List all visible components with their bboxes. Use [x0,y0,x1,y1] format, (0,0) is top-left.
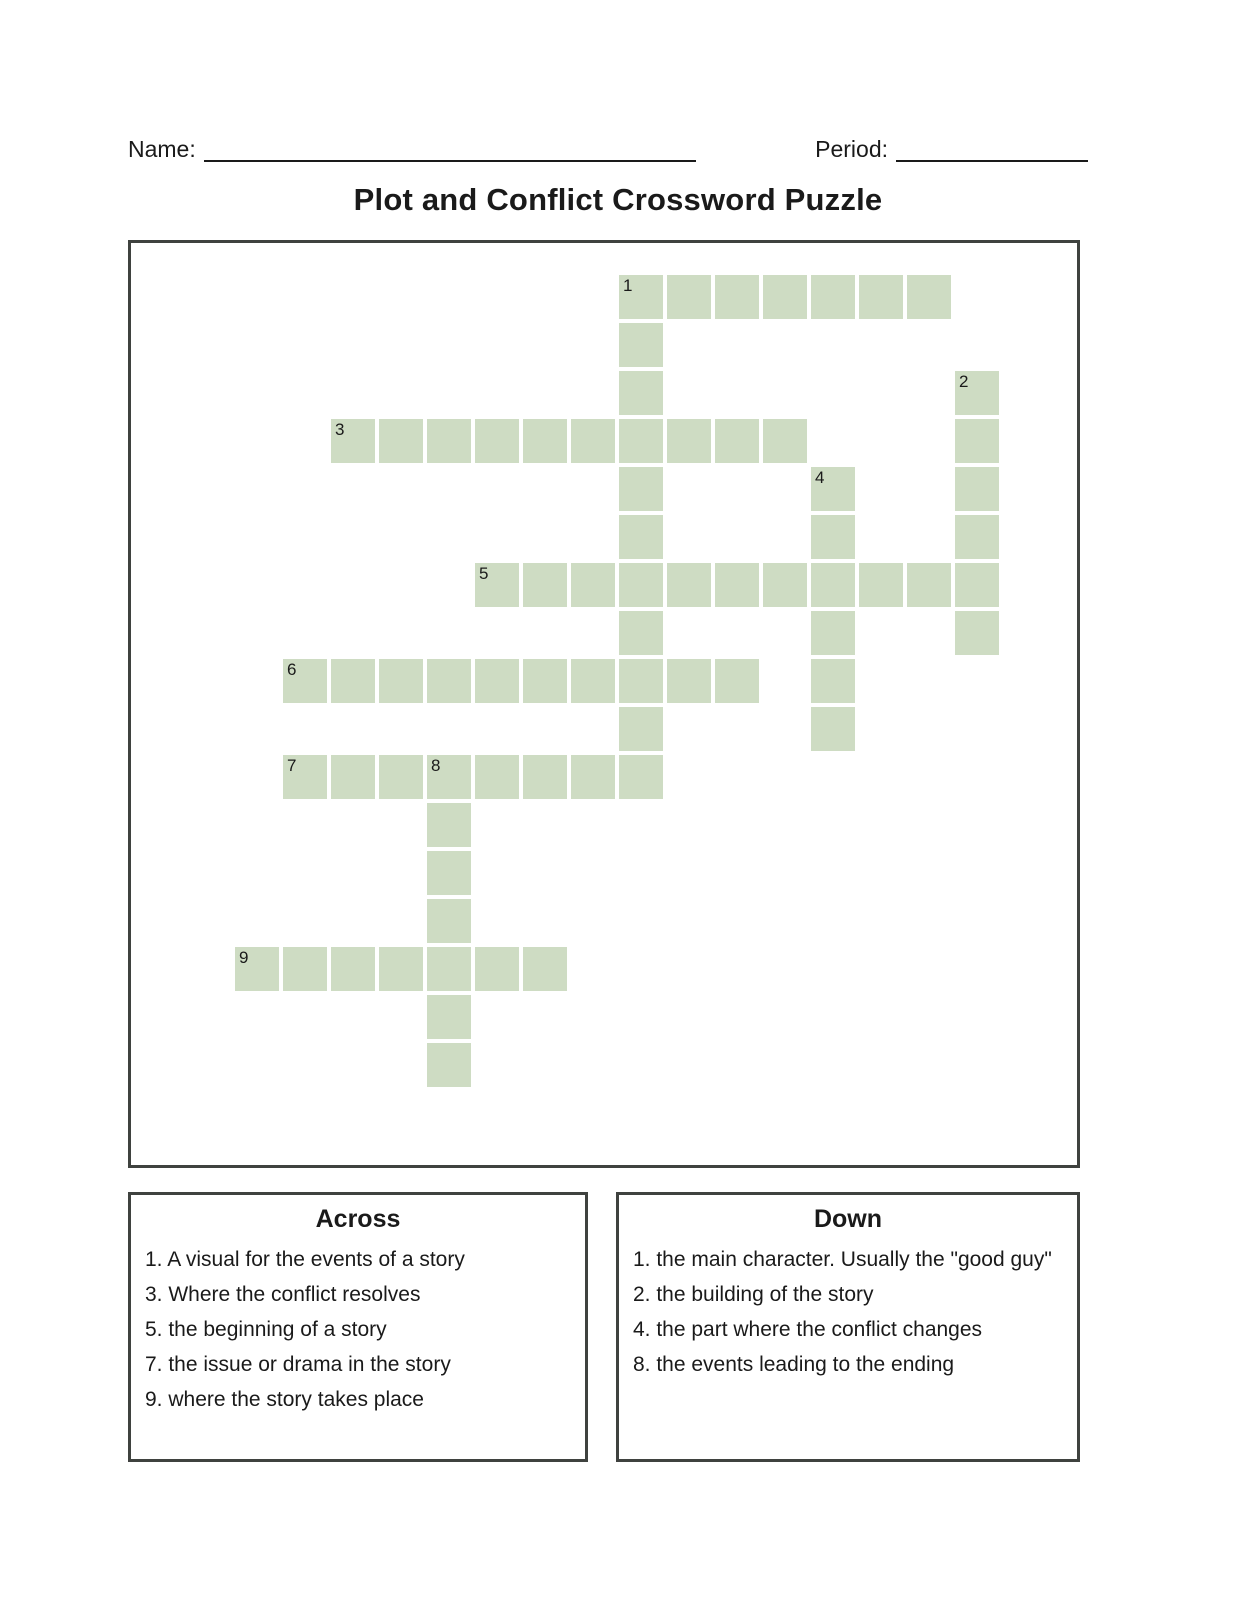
crossword-cell[interactable] [953,465,1001,513]
crossword-cell[interactable] [953,561,1001,609]
crossword-cell[interactable] [425,753,473,801]
crossword-cell[interactable] [569,561,617,609]
down-clue-item: 4. the part where the conflict changes [633,1318,983,1341]
crossword-cell[interactable] [425,801,473,849]
crossword-cell[interactable] [617,705,665,753]
crossword-cell[interactable] [425,945,473,993]
page-title: Plot and Conflict Crossword Puzzle [353,182,883,217]
cell-number: 8 [431,756,441,775]
crossword-cell[interactable] [521,561,569,609]
cell-number: 5 [479,564,489,583]
crossword-cell[interactable] [857,273,905,321]
crossword-cell[interactable] [425,849,473,897]
crossword-cell[interactable] [329,753,377,801]
crossword-grid-frame [128,240,1080,1168]
crossword-cell[interactable] [809,561,857,609]
crossword-cell[interactable] [905,561,953,609]
crossword-cell[interactable] [617,417,665,465]
crossword-cell[interactable] [233,945,281,993]
crossword-cell[interactable] [473,417,521,465]
across-clue-item: 9. where the story takes place [145,1388,424,1411]
down-heading: Down [813,1205,883,1233]
crossword-cell[interactable] [761,561,809,609]
across-clue-item: 5. the beginning of a story [145,1318,387,1341]
crossword-cell[interactable] [761,273,809,321]
crossword-cell[interactable] [617,321,665,369]
crossword-cell[interactable] [665,417,713,465]
crossword-grid[interactable] [131,243,1077,1165]
crossword-cell[interactable] [713,273,761,321]
crossword-cell[interactable] [617,273,665,321]
crossword-cell[interactable] [521,753,569,801]
crossword-cell[interactable] [809,273,857,321]
crossword-cell[interactable] [281,657,329,705]
across-clue-item: 3. Where the conflict resolves [145,1283,421,1306]
crossword-cell[interactable] [569,417,617,465]
cell-number: 7 [287,756,297,775]
crossword-cell[interactable] [617,753,665,801]
crossword-cell[interactable] [809,465,857,513]
crossword-cell[interactable] [281,753,329,801]
cell-number: 1 [623,276,633,295]
period-input-line[interactable] [896,138,1088,162]
student-info-row [128,122,1088,162]
crossword-cell[interactable] [857,561,905,609]
crossword-cell[interactable] [809,657,857,705]
cell-number: 3 [335,420,345,439]
crossword-cell[interactable] [953,369,1001,417]
crossword-cell[interactable] [953,609,1001,657]
down-clue-list [633,1242,1063,1382]
crossword-cell[interactable] [809,513,857,561]
crossword-cell[interactable] [713,657,761,705]
across-heading: Across [315,1205,401,1233]
name-label: Name: [128,136,196,162]
across-clue-list [145,1242,571,1417]
crossword-cell[interactable] [713,417,761,465]
crossword-cell[interactable] [617,609,665,657]
down-clue-item: 2. the building of the story [633,1283,874,1306]
down-clue-item: 8. the events leading to the ending [633,1353,955,1376]
down-clue-item: 1. the main character. Usually the "good guy" [633,1248,1052,1271]
crossword-cell[interactable] [473,561,521,609]
crossword-cell[interactable] [617,513,665,561]
crossword-cell[interactable] [473,657,521,705]
crossword-cell[interactable] [329,417,377,465]
crossword-cell[interactable] [329,945,377,993]
crossword-cell[interactable] [953,417,1001,465]
crossword-cell[interactable] [809,609,857,657]
crossword-cell[interactable] [425,657,473,705]
crossword-cell[interactable] [617,657,665,705]
cell-number: 4 [815,468,825,487]
crossword-cell[interactable] [569,753,617,801]
crossword-cell[interactable] [377,753,425,801]
crossword-cell[interactable] [761,417,809,465]
period-label: Period: [815,136,888,162]
crossword-cell[interactable] [377,657,425,705]
crossword-cell[interactable] [425,897,473,945]
crossword-cell[interactable] [665,273,713,321]
across-clue-item: 1. A visual for the events of a story [145,1248,465,1271]
crossword-cell[interactable] [521,417,569,465]
crossword-cell[interactable] [281,945,329,993]
across-clues-box [128,1192,588,1462]
crossword-cell[interactable] [329,657,377,705]
crossword-cell[interactable] [377,417,425,465]
name-input-line[interactable] [204,138,696,162]
crossword-cell[interactable] [425,417,473,465]
cell-number: 9 [239,948,249,967]
crossword-cell[interactable] [473,945,521,993]
crossword-cell[interactable] [521,945,569,993]
crossword-cell[interactable] [905,273,953,321]
across-clue-item: 7. the issue or drama in the story [145,1353,451,1376]
crossword-cell[interactable] [377,945,425,993]
crossword-cell[interactable] [521,657,569,705]
cell-number: 2 [959,372,969,391]
crossword-cell[interactable] [425,1041,473,1089]
crossword-cell[interactable] [617,465,665,513]
crossword-cell[interactable] [617,561,665,609]
down-clues-box [616,1192,1080,1462]
crossword-cell[interactable] [953,513,1001,561]
crossword-cell[interactable] [665,561,713,609]
crossword-cell[interactable] [809,705,857,753]
cell-number: 6 [287,660,297,679]
crossword-cell[interactable] [713,561,761,609]
crossword-cell[interactable] [425,993,473,1041]
crossword-cell[interactable] [617,369,665,417]
crossword-cell[interactable] [473,753,521,801]
crossword-cell[interactable] [665,657,713,705]
crossword-cell[interactable] [569,657,617,705]
